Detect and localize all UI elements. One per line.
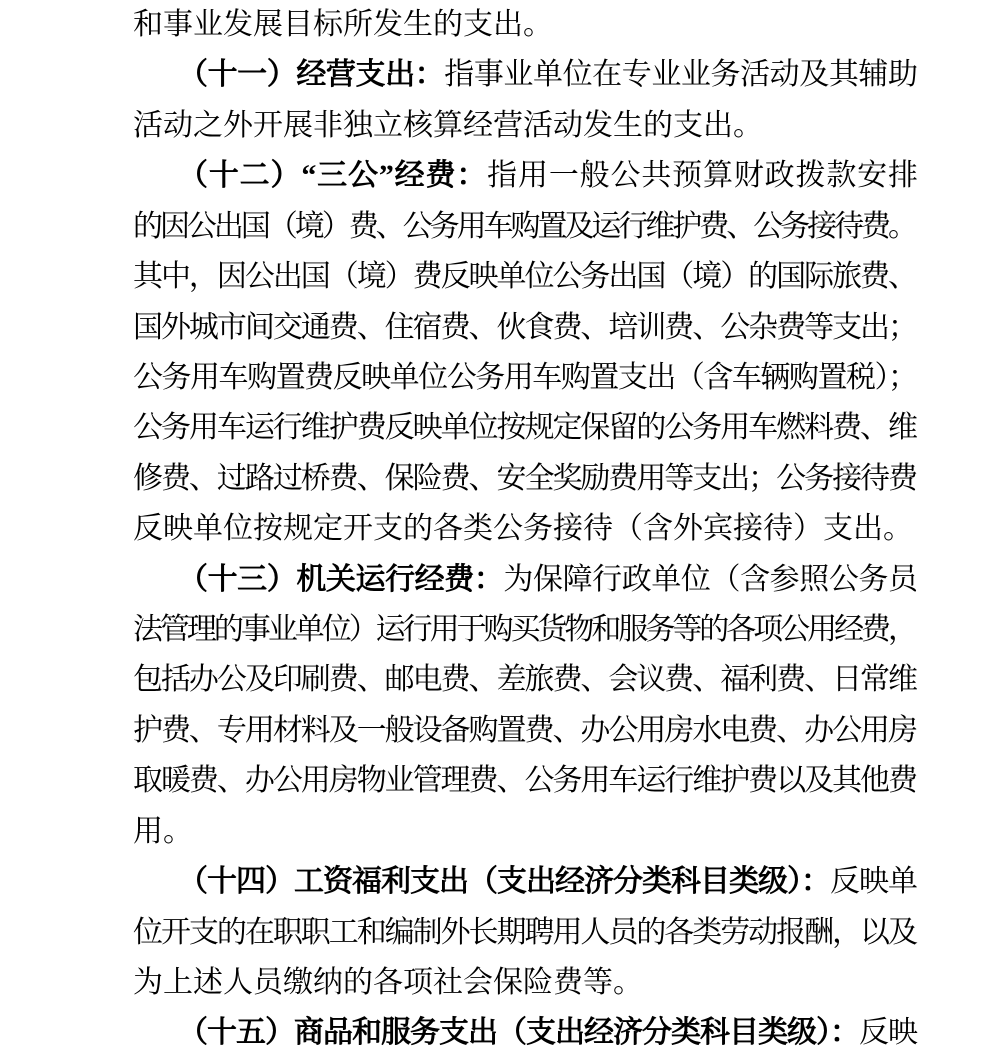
- text-line: [133, 101, 913, 151]
- text-line: [133, 202, 913, 252]
- text-line: [133, 908, 913, 958]
- body-text: 指事业单位在专业业务活动及其辅助: [444, 58, 913, 92]
- body-text: 反映单: [830, 865, 913, 899]
- text-line: [133, 151, 913, 201]
- text-line: [133, 0, 913, 50]
- body-text: 反映单位按规定开支的各类公务接待（含外宾接待）支出。: [133, 512, 913, 546]
- paragraph-lead-text: （十四）工资福利支出（支出经济分类科目类级）：: [178, 865, 830, 899]
- body-text: 用。: [133, 814, 193, 848]
- paragraph-lead-text: （十一）经营支出：: [178, 58, 445, 92]
- paragraph-lead-text: （十三）机关运行经费：: [178, 562, 504, 596]
- body-text: 公务用车购置费反映单位公务用车购置支出（含车辆购置税）；: [133, 360, 913, 394]
- text-line: [133, 454, 913, 504]
- text-line: [133, 605, 913, 655]
- text-line: [133, 958, 913, 1008]
- body-text: 的因公出国（境）费、公务用车购置及运行维护费、公务接待费。: [133, 209, 913, 243]
- text-line: [133, 756, 913, 806]
- text-line: [133, 252, 913, 302]
- text-line: [133, 403, 913, 453]
- body-text: 位开支的在职职工和编制外长期聘用人员的各类劳动报酬，以及: [133, 915, 913, 949]
- body-text: 活动之外开展非独立核算经营活动发生的支出。: [133, 108, 763, 142]
- text-line: [133, 807, 913, 857]
- text-line: [133, 706, 913, 756]
- body-text: 为上述人员缴纳的各项社会保险费等。: [133, 966, 643, 1000]
- text-line: [133, 655, 913, 705]
- text-line: [133, 504, 913, 554]
- text-line: [133, 555, 913, 605]
- body-text: 指用一般公共预算财政拨款安排: [487, 159, 914, 193]
- body-text: 法管理的事业单位）运行用于购买货物和服务等的各项公用经费，: [133, 613, 913, 647]
- body-text: 公务用车运行维护费反映单位按规定保留的公务用车燃料费、维: [133, 411, 913, 445]
- body-text: 修费、过路过桥费、保险费、安全奖励费用等支出；公务接待费: [133, 461, 913, 495]
- text-line: [133, 303, 913, 353]
- body-text: 国外城市间交通费、住宿费、伙食费、培训费、公杂费等支出；: [133, 310, 913, 344]
- body-text: 为保障行政单位（含参照公务员: [503, 562, 914, 596]
- body-text: 取暖费、办公用房物业管理费、公务用车运行维护费以及其他费: [133, 764, 913, 798]
- text-line: [133, 50, 913, 100]
- text-line: [133, 1008, 913, 1058]
- paragraph-lead-text: （十二）“三公”经费：: [178, 159, 488, 193]
- document-text-block: [133, 0, 913, 1059]
- text-line: [133, 353, 913, 403]
- body-text: 其中，因公出国（境）费反映单位公务出国（境）的国际旅费、: [133, 260, 913, 294]
- body-text: 护费、专用材料及一般设备购置费、办公用房水电费、办公用房: [133, 713, 913, 747]
- body-text: 包括办公及印刷费、邮电费、差旅费、会议费、福利费、日常维: [133, 663, 913, 697]
- body-text: 反映: [859, 1016, 913, 1050]
- text-line: [133, 857, 913, 907]
- paragraph-lead-text: （十五）商品和服务支出（支出经济分类科目类级）：: [178, 1016, 859, 1050]
- body-text: 和事业发展目标所发生的支出。: [133, 8, 553, 41]
